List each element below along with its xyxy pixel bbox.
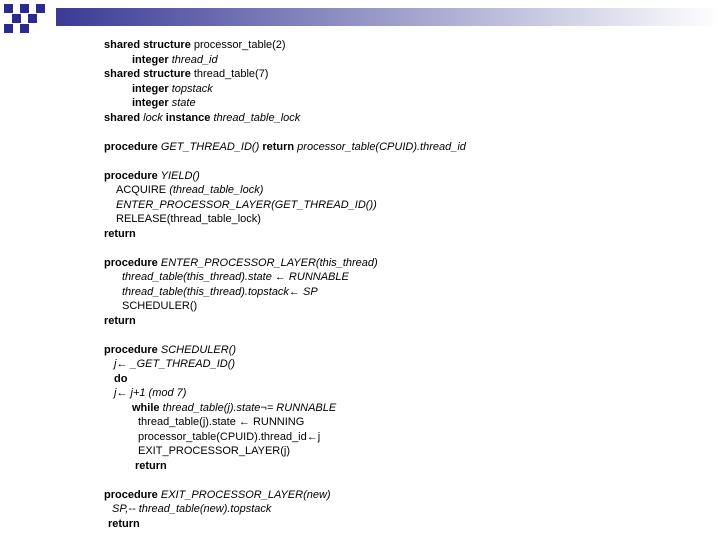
decor-square — [28, 14, 37, 23]
code-line: processor_table(CPUID).thread_id←j — [138, 430, 321, 443]
code-line: procedure ENTER_PROCESSOR_LAYER(this_thread) — [104, 256, 378, 269]
decor-square — [36, 4, 45, 13]
code-line: RELEASE(thread_table_lock) — [116, 213, 261, 225]
code-line: return — [104, 227, 136, 240]
blank-line — [104, 125, 704, 140]
blank-line — [104, 154, 704, 169]
decor-square — [20, 4, 29, 13]
decor-square — [4, 4, 13, 13]
code-line: do — [114, 372, 128, 385]
code-line: ENTER_PROCESSOR_LAYER(GET_THREAD_ID()) — [116, 198, 377, 211]
gradient-bar — [56, 8, 720, 26]
code-line: return — [135, 459, 167, 472]
blank-line — [104, 241, 704, 256]
code-line: procedure YIELD() — [104, 169, 200, 182]
code-line: procedure SCHEDULER() — [104, 343, 237, 356]
decor-square — [12, 14, 21, 23]
decor-square — [4, 24, 13, 33]
pseudocode-block — [104, 38, 704, 531]
code-line: procedure EXIT_PROCESSOR_LAYER(new) — [104, 488, 331, 501]
code-line: thread_table(this_thread).topstack← SP — [122, 285, 318, 298]
code-line: shared lock instance thread_table_lock — [104, 111, 301, 124]
code-line: EXIT_PROCESSOR_LAYER(j) — [138, 445, 291, 457]
blank-line — [104, 328, 704, 343]
code-line: shared structure thread_table(7) — [104, 68, 269, 80]
code-line: ACQUIRE (thread_table_lock) — [116, 184, 264, 196]
code-line: j← _GET_THREAD_ID() — [114, 358, 236, 370]
code-line: thread_table(this_thread).state ← RUNNABLE — [122, 271, 349, 283]
code-line: integer thread_id — [132, 53, 218, 66]
code-line: SP,-- thread_table(new).topstack — [112, 503, 272, 515]
code-line: return — [104, 314, 136, 327]
decor-square — [20, 24, 29, 33]
code-line: integer topstack — [132, 82, 213, 95]
code-line: return — [108, 517, 140, 530]
code-line: j← j+1 (mod 7) — [114, 387, 187, 399]
code-line: integer state — [132, 97, 196, 109]
code-line: SCHEDULER() — [122, 300, 198, 312]
code-line: procedure GET_THREAD_ID() return processor_table(CPUID).thread_id — [104, 140, 466, 153]
code-line: thread_table(j).state ← RUNNING — [138, 416, 305, 428]
code-line: while thread_table(j).state¬= RUNNABLE — [132, 401, 337, 414]
blank-line — [104, 473, 704, 488]
slide-header-decoration — [0, 0, 720, 36]
code-line: shared structure processor_table(2) — [104, 39, 286, 51]
